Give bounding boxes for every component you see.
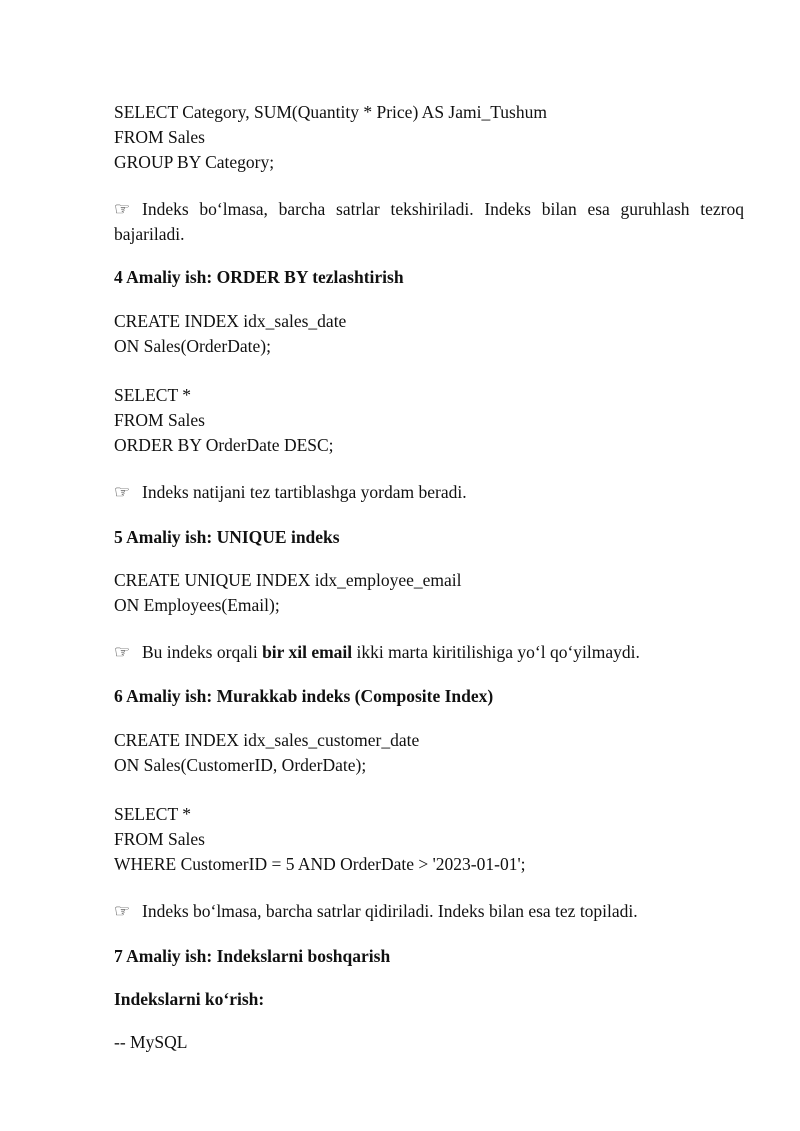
code-line: SELECT Category, SUM(Quantity * Price) AS Jami_Tushum [114,102,547,122]
code-line: GROUP BY Category; [114,152,275,172]
code-line: FROM Sales [114,127,205,147]
code-line: CREATE UNIQUE INDEX idx_employee_email [114,570,462,590]
code-line: ON Sales(CustomerID, OrderDate); [114,755,367,775]
code-line: CREATE INDEX idx_sales_date [114,311,347,331]
note-text: Indeks bo‘lmasa, barcha satrlar qidiriladi. Indeks bilan esa tez topiladi. [142,901,638,921]
note-paragraph [114,480,744,505]
code-line: WHERE CustomerID = 5 AND OrderDate > '2023-01-01'; [114,854,526,874]
document-page [114,100,744,1055]
code-block-composite-index [114,728,744,778]
code-block-unique-index [114,568,744,618]
code-line: ON Sales(OrderDate); [114,336,271,356]
code-block-mysql [114,1030,744,1055]
code-line: ORDER BY OrderDate DESC; [114,435,334,455]
code-block-create-index-date [114,309,744,359]
note-text-bold: bir xil email [262,642,353,662]
code-line: CREATE INDEX idx_sales_customer_date [114,730,420,750]
section-heading-4: 4 Amaliy ish: ORDER BY tezlashtirish [114,267,404,287]
code-line: ON Employees(Email); [114,595,280,615]
code-block-order-by [114,383,744,458]
note-paragraph [114,197,744,247]
note-text-post: ikki marta kiritilishiga yo‘l qo‘yilmaydi. [352,642,640,662]
pointing-hand-icon: ☞ [114,901,131,921]
pointing-hand-icon: ☞ [114,642,131,662]
section-heading-6: 6 Amaliy ish: Murakkab indeks (Composite Index) [114,686,494,706]
code-line: -- MySQL [114,1032,188,1052]
pointing-hand-icon: ☞ [114,199,131,219]
note-paragraph [114,899,744,924]
subheading: Indekslarni ko‘rish: [114,989,265,1009]
code-line: FROM Sales [114,829,205,849]
note-text: Indeks natijani tez tartiblashga yordam beradi. [142,482,467,502]
code-line: SELECT * [114,385,191,405]
note-paragraph [114,640,744,665]
note-text: Indeks bo‘lmasa, barcha satrlar tekshiriladi. Indeks bilan esa guruhlash tezroq bajariladi. [114,199,744,244]
note-text-pre: Bu indeks orqali [142,642,263,662]
code-block-where [114,802,744,877]
code-block-group-by [114,100,744,175]
code-line: SELECT * [114,804,191,824]
code-line: FROM Sales [114,410,205,430]
section-heading-5: 5 Amaliy ish: UNIQUE indeks [114,527,340,547]
pointing-hand-icon: ☞ [114,482,131,502]
section-heading-7: 7 Amaliy ish: Indekslarni boshqarish [114,946,391,966]
